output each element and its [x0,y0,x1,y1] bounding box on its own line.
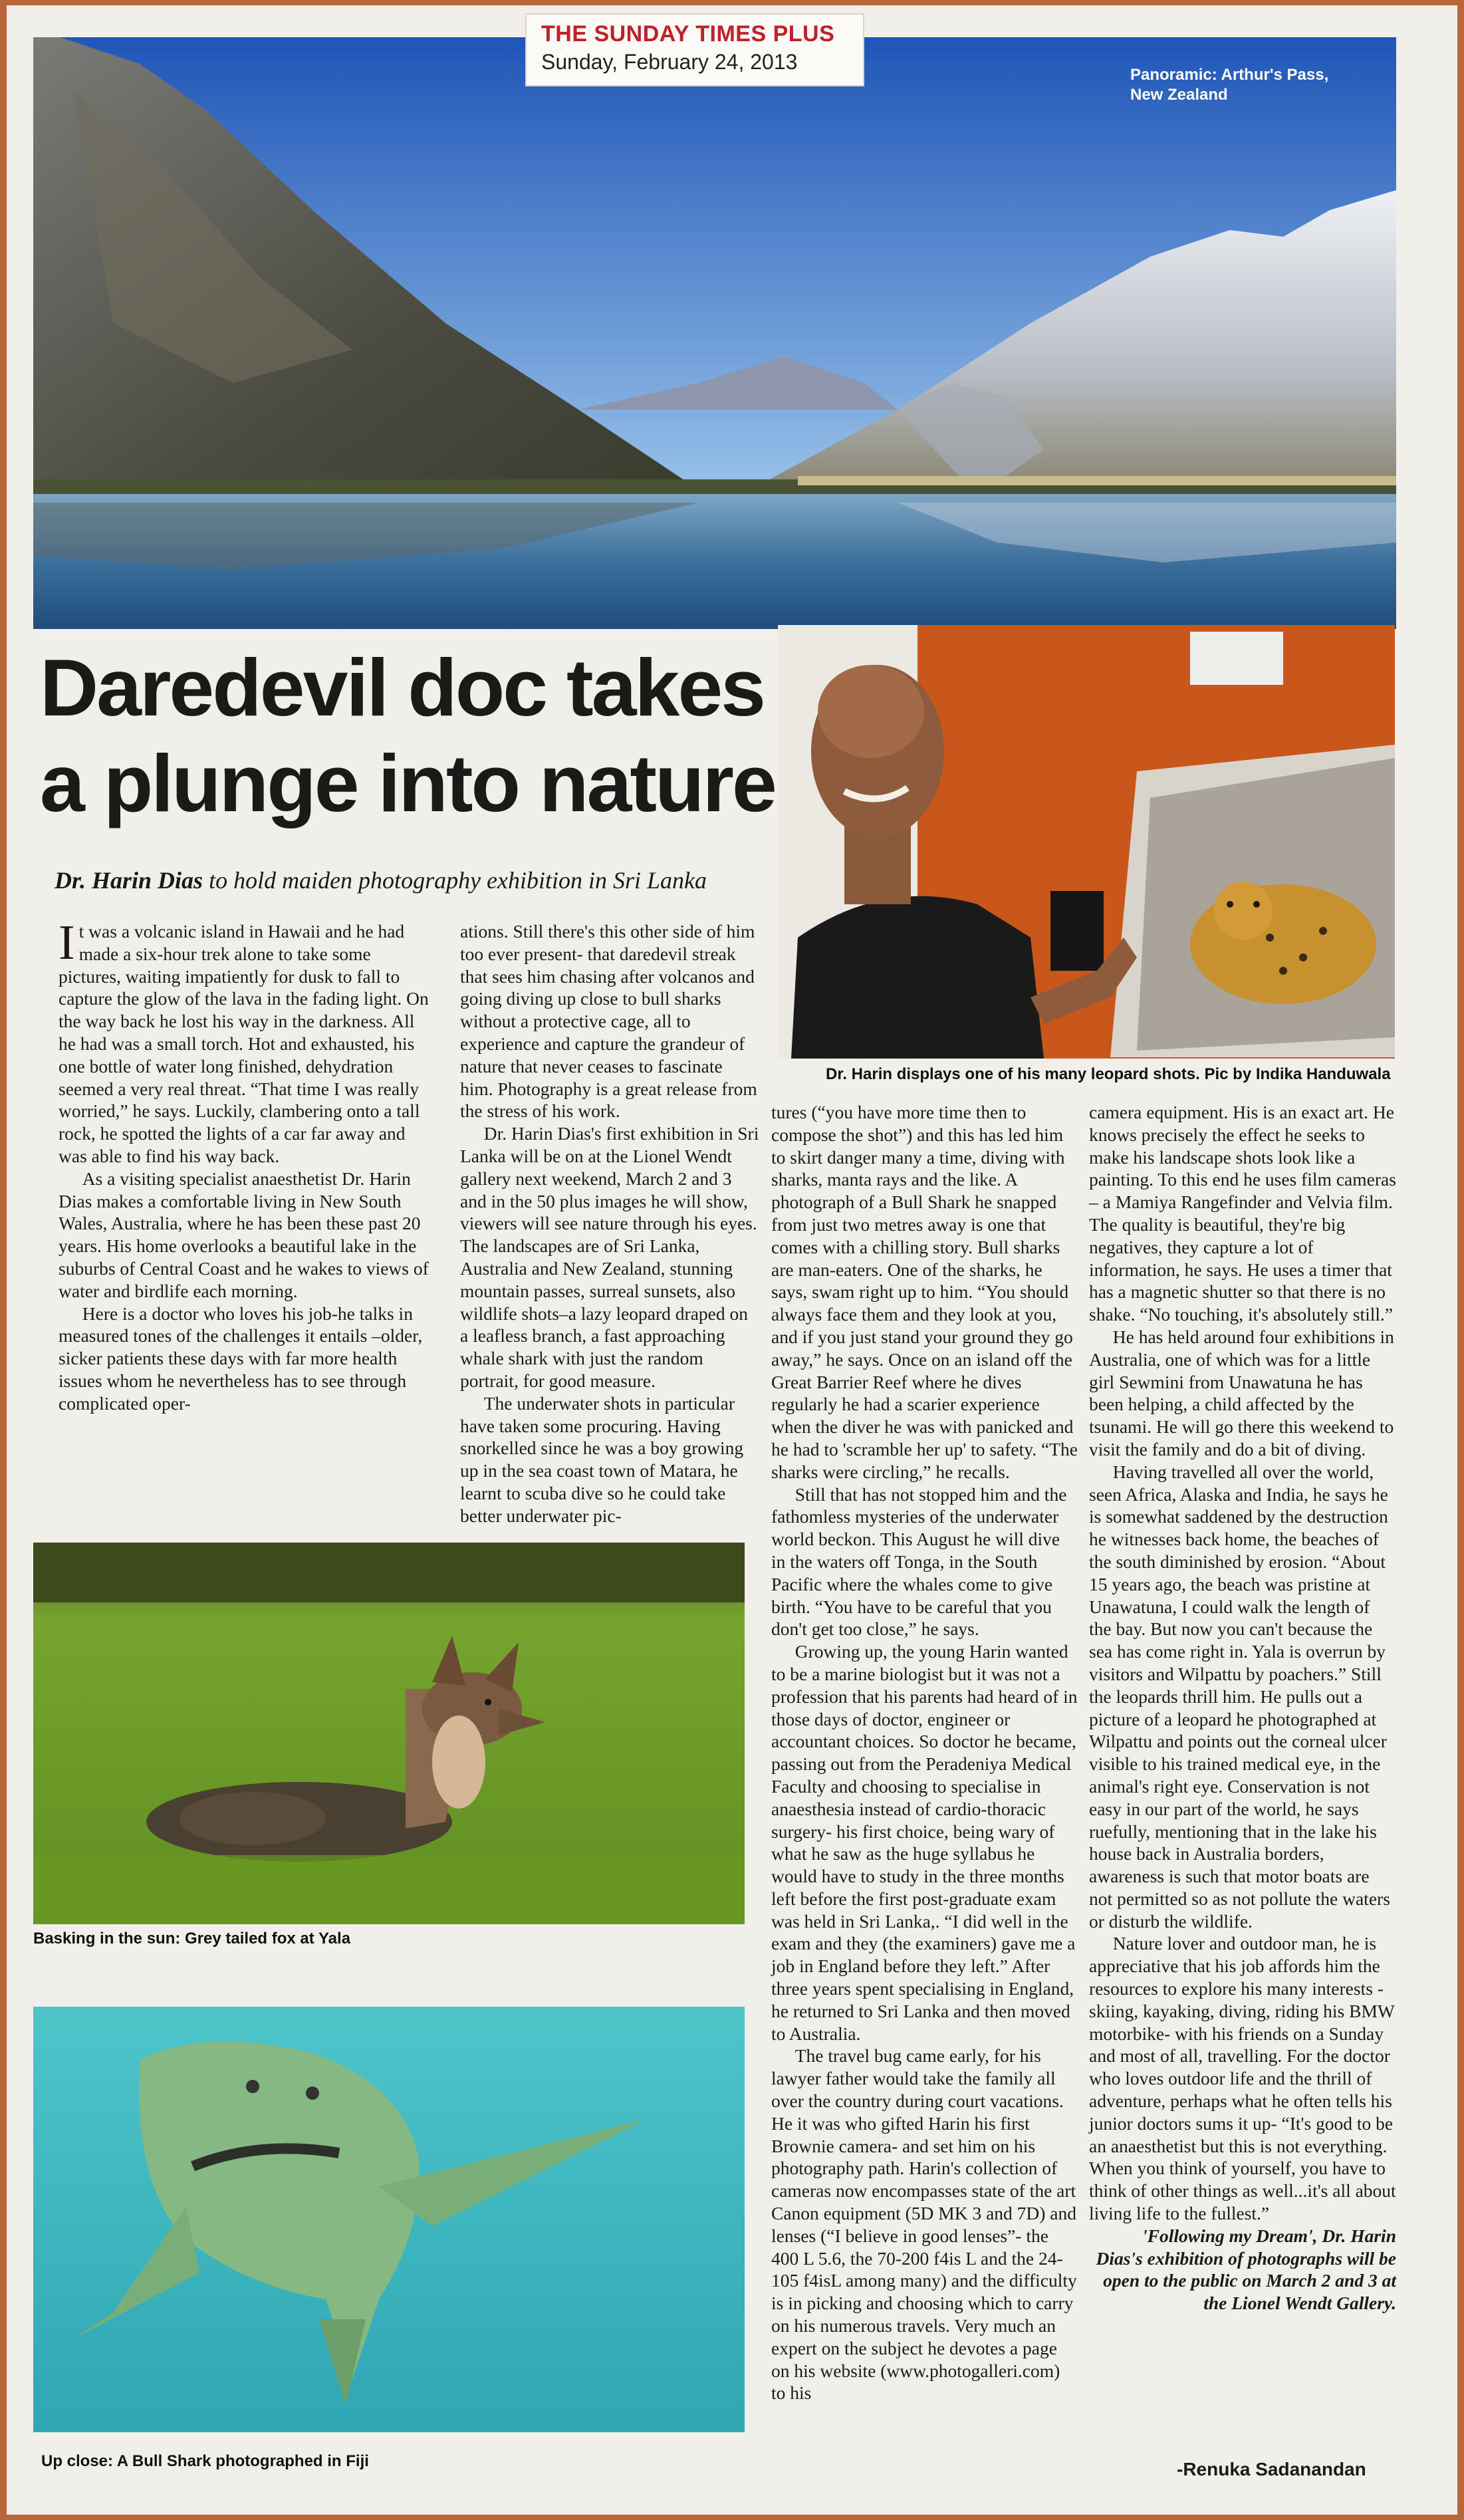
article-paragraph: Having travelled all over the world, seen Africa, Alaska and India, he says he is somewhat saddened by the destruction he witnesses back home, the beaches of the south diminished by erosion. “About 15 years ago, the beach was pristine at Unawatuna, I could walk the length of the bay. But now you can't because the sea has come right in. Yala is overrun by visitors and Wilpattu by poachers.” Still the leopards thrill him. He pulls out a picture of a leopard he photographed at Wilpattu and points out the corneal ulcer visible to his trained medical eye, in the animal's right eye. Conservation is not easy in our part of the world, he says ruefully, mentioning that in the lake his house back in Australia borders, awareness is such that motor boats are not permitted so as not pollute the waters or disturb the wildlife. [1089,1461,1390,1932]
shark-photo [33,2007,745,2432]
article-paragraph: tures (“you have more time then to compose the shot”) and this has led him to skirt danger many a time, diving with sharks, manta rays and the like. A photograph of a Bull Shark he snapped from just two metres away is one that comes with a chilling story. Bull sharks are man-eaters. One of the sharks, he says, swam right up to him. “You should always face them and they look at you, and if you just stand your ground they go away,” he says. Once on an island off the Great Barrier Reef where he dives regularly he had a scarier experience when the diver he was with panicked and he had to 'scramble her up' to safety. “The sharks were circling,” he recalls. [771,1102,1078,1482]
article-paragraph: Still that has not stopped him and the fathomless mysteries of the underwater world beckon. This August he will dive in the waters off Tonga, in the South Pacific where the whales come to give birth. “You have to be careful that you don't get too close,” he says. [771,1483,1067,1640]
panorama-caption: Panoramic: Arthur's Pass, New Zealand [1130,66,1329,104]
article-column-2 [460,920,759,1527]
masthead [525,13,864,86]
deck-text: to hold maiden photography exhibition in Sri Lanka [209,867,707,894]
article-paragraph: The travel bug came early, for his lawyer father would take the family all over the country during court vacations. He it was who gifted Harin his first Brownie camera- and set him on his photography path. Harin's collection of cameras now encompasses state of the art Canon equipment (5D MK 3 and 7D) and lenses (“I believe in good lenses”- the 400 L 5.6, the 70-200 f4is L and the 24-105 f4isL among many) and the difficulty is in picking and choosing which to carry on his numerous travels. Very much an expert on the subject he devotes a page on his website (www.photogalleri.com) to his [771,2045,1077,2404]
newspaper-page [7,5,1457,2515]
headline-line-1: Daredevil doc takes [40,642,765,733]
panorama-photo [33,37,1396,629]
masthead-date: Sunday, February 24, 2013 [541,50,798,74]
portrait-caption: Dr. Harin displays one of his many leopard shots. Pic by Indika Handuwala [826,1065,1391,1083]
article-column-4 [1089,1101,1396,2315]
article-paragraph: ations. Still there's this other side of him too ever present- that daredevil streak that sees him chasing after volcanos and going diving up close to bull sharks without a protective cage, all to experience and capture the grandeur of nature that never ceases to fascinate him. Photography is a great release from the stress of his work. [460,921,757,1122]
portrait-photo [778,625,1395,1059]
article-paragraph: He has held around four exhibitions in Australia, one of which was for a little girl Sewmini from Unawatuna he has been helping, a child affected by the tsunami. He will go there this weekend to visit the family and do a bit of diving. [1089,1326,1394,1459]
headline-line-2: a plunge into nature [40,737,775,828]
shark-caption: Up close: A Bull Shark photographed in Fiji [41,2452,369,2470]
article-paragraph: The underwater shots in particular have taken some procuring. Having snorkelled since he was a boy growing up in the sea coast town of Matara, he learnt to scuba dive so he could take better underwater pic- [460,1392,744,1526]
article-paragraph: Dr. Harin Dias's first exhibition in Sri Lanka will be on at the Lionel Wendt gallery next weekend, March 2 and 3 and in the 50 plus images he will show, viewers will see nature through his eyes. The landscapes are of Sri Lanka, Australia and New Zealand, stunning mountain passes, surreal sunsets, also wildlife shots–a lazy leopard draped on a leafless branch, a fast approaching whale shark with just the random portrait, for good measure. [460,1123,759,1391]
exhibition-note: 'Following my Dream', Dr. Harin Dias's exhibition of photographs will be open to the public on March 2 and 3 at the Lionel Wendt Gallery. [1096,2225,1396,2314]
article-paragraph: It was a volcanic island in Hawaii and he had made a six-hour trek alone to take some pictures, waiting impatiently for dusk to fall to capture the glow of the lava in the fading light. On the way back he lost his way in the darkness. All he had was a small torch. Hot and exhausted, his one bottle of water long finished, dehydration seemed a very real threat. “That time I was really worried,” he says. Luckily, clambering onto a tall rock, he spotted the lights of a car far away and was able to find his way back. [59,916,429,1166]
fox-photo [33,1543,745,1924]
article-paragraph: As a visiting specialist anaesthetist Dr. Harin Dias makes a comfortable living in New South Wales, Australia, where he has been these past 20 years. His home overlooks a beautiful lake in the suburbs of Central Coast and he wakes to views of water and birdlife each morning. [59,1168,429,1301]
article-column-1 [59,916,431,1415]
headline [40,640,775,832]
article-paragraph: Here is a doctor who loves his job-he talks in measured tones of the challenges it entails –older, sicker patients these days with far more health issues whom he nevertheless has to see through complicated oper- [59,1303,423,1414]
article-paragraph: Nature lover and outdoor man, he is appreciative that his job affords him the resources to explore his many interests -skiing, kayaking, diving, riding his BMW motorbike- with his friends on a Sunday and most of all, travelling. For the doctor who loves outdoor life and the thrill of adventure, perhaps what he often tells his junior doctors sums it up- “It's good to be an anaesthetist but this is not everything. When you think of yourself, you have to think of other things as well...it's all about living life to the fullest.” [1089,1933,1396,2224]
article-paragraph: camera equipment. His is an exact art. He knows precisely the effect he seeks to make his landscape shots look like a painting. To this end he uses film cameras – a Mamiya Rangefinder and Velvia film. The quality is beautiful, they're big negatives, they capture a lot of information, he says. He uses a timer that has a magnetic shutter so that there is no shake. “No touching, it's absolutely still.” [1089,1102,1396,1325]
article-paragraph: Growing up, the young Harin wanted to be a marine biologist but it was not a profession that his parents had heard of in those days of doctor, engineer or accountant choices. So doctor he became, passing out from the Peradeniya Medical Faculty and choosing to specialise in anaesthesia instead of cardio-thoracic surgery- his first choice, being wary of what he saw as the huge syllabus he would have to study in the three months left before the first post-graduate exam was held in Sri Lanka,. “I did well in the exam and they (the examiners) gave me a job in England before they left.” After three years spent specialising in England, he returned to Sri Lanka and then moved to Australia. [771,1641,1078,2044]
deck-name: Dr. Harin Dias [55,867,203,894]
article-column-3 [771,1101,1078,2404]
byline: -Renuka Sadanandan [1177,2459,1366,2479]
masthead-title: THE SUNDAY TIMES PLUS [541,21,835,47]
fox-caption: Basking in the sun: Grey tailed fox at Yala [33,1930,351,1948]
deck [55,866,786,894]
